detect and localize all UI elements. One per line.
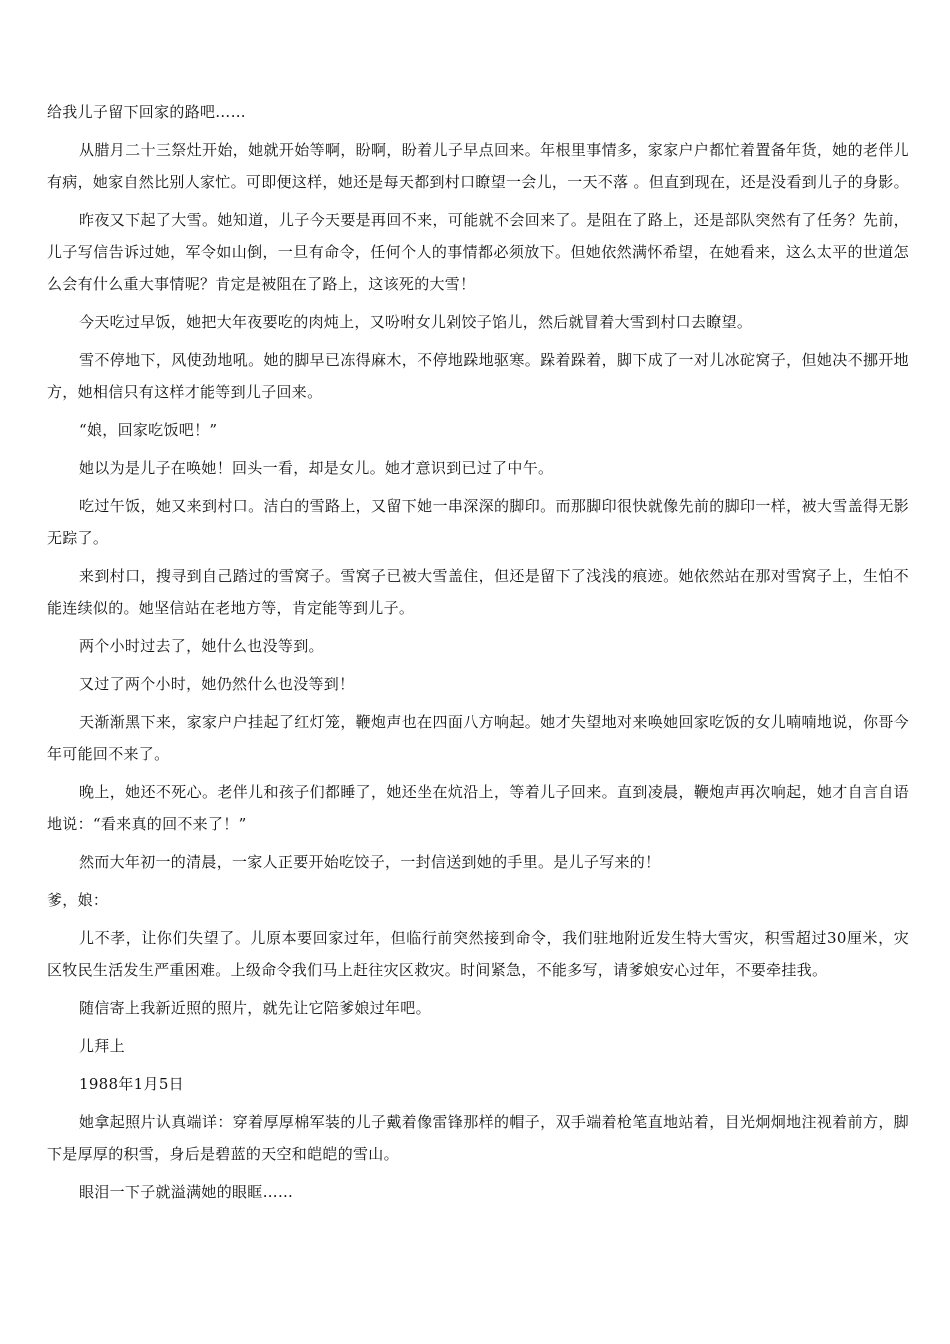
paragraph: 她拿起照片认真端详：穿着厚厚棉军装的儿子戴着像雷锋那样的帽子，双手端着枪笔直地站着，目光炯炯地注视着前方，脚下是厚厚的积雪，身后是碧蓝的天空和皑皑的雪山。 <box>47 1113 909 1163</box>
paragraph: 给我儿子留下回家的路吧…… <box>47 103 246 121</box>
paragraph: 两个小时过去了，她什么也没等到。 <box>79 637 324 655</box>
paragraph: 雪不停地下，风使劲地吼。她的脚早已冻得麻木，不停地跺地驱寒。跺着跺着，脚下成了一对儿冰砣窝子，但她决不挪开地方，她相信只有这样才能等到儿子回来。 <box>47 351 909 401</box>
paragraph: “娘，回家吃饭吧！” <box>79 421 218 439</box>
paragraph: 从腊月二十三祭灶开始，她就开始等啊，盼啊，盼着儿子早点回来。年根里事情多，家家户户都忙着置备年货，她的老伴儿有病，她家自然比别人家忙。可即便这样，她还是每天都到村口瞭望一会儿，一天不落 。但直到现在，还是没看到儿子的身影。 <box>47 141 909 191</box>
paragraph: 来到村口，搜寻到自己踏过的雪窝子。雪窝子已被大雪盖住，但还是留下了浅浅的痕迹。她依然站在那对雪窝子上，生怕不能连续似的。她坚信站在老地方等，肯定能等到儿子。 <box>47 567 909 617</box>
letter-body: 随信寄上我新近照的照片，就先让它陪爹娘过年吧。 <box>79 999 431 1017</box>
paragraph: 眼泪一下子就溢满她的眼眶…… <box>79 1183 294 1201</box>
paragraph: 然而大年初一的清晨，一家人正要开始吃饺子，一封信送到她的手里。是儿子写来的！ <box>79 853 661 871</box>
letter-salutation: 爹，娘： <box>47 891 109 909</box>
letter-signature: 儿拜上 <box>79 1037 125 1055</box>
paragraph: 今天吃过早饭，她把大年夜要吃的肉炖上，又吩咐女儿剁饺子馅儿，然后就冒着大雪到村口去瞭望。 <box>79 313 753 331</box>
paragraph: 昨夜又下起了大雪。她知道，儿子今天要是再回不来，可能就不会回来了。是阻在了路上，还是部队突然有了任务？先前，儿子写信告诉过她，军令如山倒，一旦有命令，任何个人的事情都必须放下。但她依然满怀希望，在她看来，这么太平的世道怎么会有什么重大事情呢？肯定是被阻在了路上，这该死的大雪！ <box>47 211 909 293</box>
document-page <box>47 96 909 1214</box>
paragraph: 天渐渐黑下来，家家户户挂起了红灯笼，鞭炮声也在四面八方响起。她才失望地对来唤她回家吃饭的女儿喃喃地说，你哥今年可能回不来了。 <box>47 713 909 763</box>
paragraph: 晚上，她还不死心。老伴儿和孩子们都睡了，她还坐在炕沿上，等着儿子回来。直到凌晨，鞭炮声再次响起，她才自言自语地说：“看来真的回不来了！” <box>47 783 909 833</box>
letter-date: 1988年1月5日 <box>79 1075 184 1093</box>
letter-body: 儿不孝，让你们失望了。儿原本要回家过年，但临行前突然接到命令，我们驻地附近发生特大雪灾，积雪超过30厘米，灾区牧民生活发生严重困难。上级命令我们马上赶往灾区救灾。时间紧急，不能多写，请爹娘安心过年，不要牵挂我。 <box>47 929 909 979</box>
paragraph: 吃过午饭，她又来到村口。洁白的雪路上，又留下她一串深深的脚印。而那脚印很快就像先前的脚印一样，被大雪盖得无影无踪了。 <box>47 497 909 547</box>
paragraph: 她以为是儿子在唤她！回头一看，却是女儿。她才意识到已过了中午。 <box>79 459 554 477</box>
paragraph: 又过了两个小时，她仍然什么也没等到！ <box>79 675 355 693</box>
